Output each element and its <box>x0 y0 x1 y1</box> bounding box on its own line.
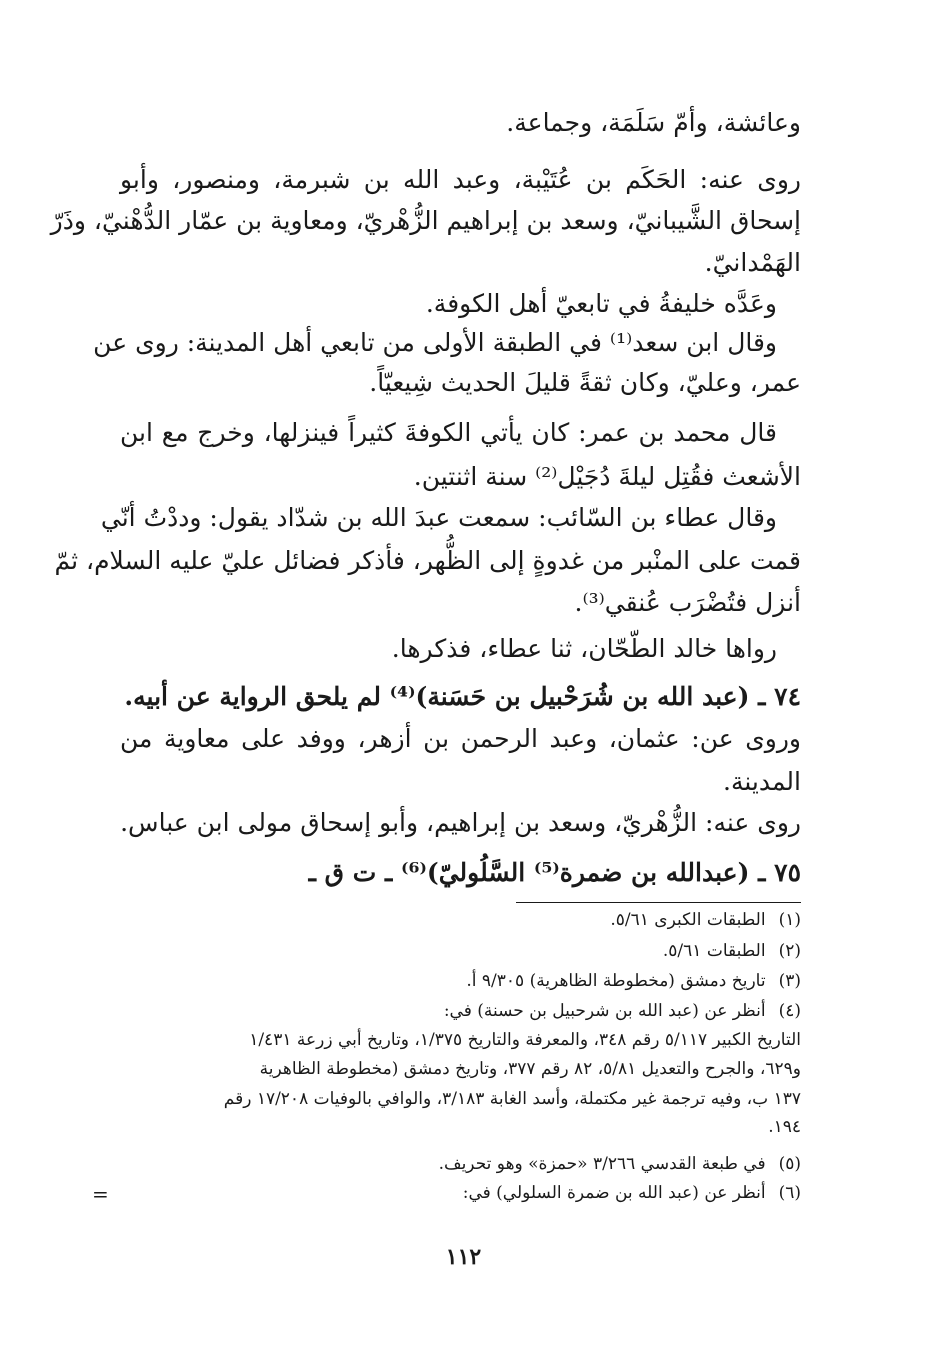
entry-heading-line: ٧٤ ـ (عبد الله بن شُرَحْبيل بن حَسَنة)⁽⁴⁾ لم يلحق الرواية عن أبيه. <box>124 682 801 711</box>
text-line: وقال عطاء بن السّائب: سمعت عبدَ الله بن شدّاد يقول: وددْتُ أنّي <box>100 503 777 532</box>
footnote-number: (٦) <box>778 1183 801 1203</box>
footnote-number: (٢) <box>778 941 801 961</box>
footnote <box>121 906 801 934</box>
footnote <box>121 937 801 965</box>
footnote-text: ١٩٤. <box>768 1117 801 1137</box>
text-line: رواها خالد الطّحّان، ثنا عطاء، فذكرها. <box>391 634 777 663</box>
text-line: وقال ابن سعد⁽¹⁾ في الطبقة الأولى من تابعي أهل المدينة: روى عن <box>93 328 777 357</box>
footnote-text: أنظر عن (عبد الله بن ضمرة السلولي) في: <box>462 1183 766 1203</box>
footnote-text: التاريخ الكبير ٥/١١٧ رقم ٣٤٨، والمعرفة والتاريخ ١/٣٧٥، وتاريخ أبي زرعة ١/٤٣١ <box>249 1030 801 1050</box>
footnote-text: تاريخ دمشق (مخطوطة الظاهرية) ٩/٣٠٥ أ. <box>466 971 766 991</box>
text-line: إسحاق الشَّيبانيّ، وسعد بن إبراهيم الزُّهْريّ، ومعاوية بن عمّار الدُّهْنيّ، وذَرّ <box>50 206 801 235</box>
footnote-continuation <box>121 1026 801 1054</box>
footnote <box>121 1179 801 1207</box>
entry-heading-line: ٧٥ ـ (عبدالله بن ضمرة⁽⁵⁾ السَّلُوليّ)⁽⁶⁾ ـ ت ق ـ <box>308 858 801 887</box>
text-line: روى عنه: الحَكَم بن عُتَيْبة، وعبد الله بن شبرمة، ومنصور، وأبو <box>120 165 801 194</box>
footnote-text: أنظر عن (عبد الله بن شرحبيل بن حسنة) في: <box>443 1001 766 1021</box>
text-line: المدينة. <box>723 767 801 796</box>
footnote-number: (١) <box>778 910 801 930</box>
footnote-number: (٤) <box>778 1001 801 1021</box>
text-line: وروى عن: عثمان، وعبد الرحمن بن أزهر، ووفد على معاوية من <box>120 724 801 753</box>
footnote-text: الطبقات الكبرى ٥/٦١. <box>610 910 766 930</box>
footnote-continuation <box>121 1055 801 1083</box>
footnote-separator <box>516 902 801 903</box>
footnote-continuation <box>121 1085 801 1113</box>
text-line: الأشعث فقُتِل ليلةَ دُجَيْل⁽²⁾ سنة اثنتين. <box>413 462 801 491</box>
text-line: الهَمْدانيّ. <box>704 248 801 277</box>
footnote <box>121 997 801 1025</box>
text-line: وعَدَّه خليفةُ في تابعيّ أهل الكوفة. <box>425 289 777 318</box>
text-line: أنزل فتُضْرَب عُنقي⁽³⁾. <box>574 588 801 617</box>
footnote-text: في طبعة القدسي ٣/٢٦٦ «حمزة» وهو تحريف. <box>438 1154 766 1174</box>
footnote-number: (٣) <box>778 971 801 991</box>
page-number: ١١٢ <box>445 1244 482 1270</box>
footnote-number: (٥) <box>778 1154 801 1174</box>
text-line: قال محمد بن عمر: كان يأتي الكوفةَ كثيراً فينزلها، وخرج مع ابن <box>120 418 777 447</box>
footnote <box>121 967 801 995</box>
text-line: روى عنه: الزُّهْريّ، وسعد بن إبراهيم، وأبو إسحاق مولى ابن عباس. <box>120 808 801 837</box>
text-line: قمت على المنْبر من غدوةٍ إلى الظُّهر، فأذكر فضائل عليّ عليه السلام، ثمّ <box>54 546 801 575</box>
footnote-text: و٦٢٩، والجرح والتعديل ٥/٨١، ٨٢ رقم ٣٧٧، وتاريخ دمشق (مخطوطة الظاهرية <box>259 1059 801 1079</box>
footnote-text: الطبقات ٥/٦١. <box>662 941 766 961</box>
footnote-text: ١٣٧ ب، وفيه ترجمة غير مكتملة، وأسد الغابة ٣/١٨٣، والوافي بالوفيات ١٧/٢٠٨ رقم <box>223 1089 801 1109</box>
footnote <box>121 1150 801 1178</box>
text-line: وعائشة، وأمّ سَلَمَة، وجماعة. <box>506 108 801 137</box>
footnote-continuation <box>121 1113 801 1141</box>
text-line: عمر، وعليّ، وكان ثقةً قليلَ الحديث شِيعيّاً. <box>369 368 801 397</box>
continuation-mark: = <box>92 1182 109 1206</box>
